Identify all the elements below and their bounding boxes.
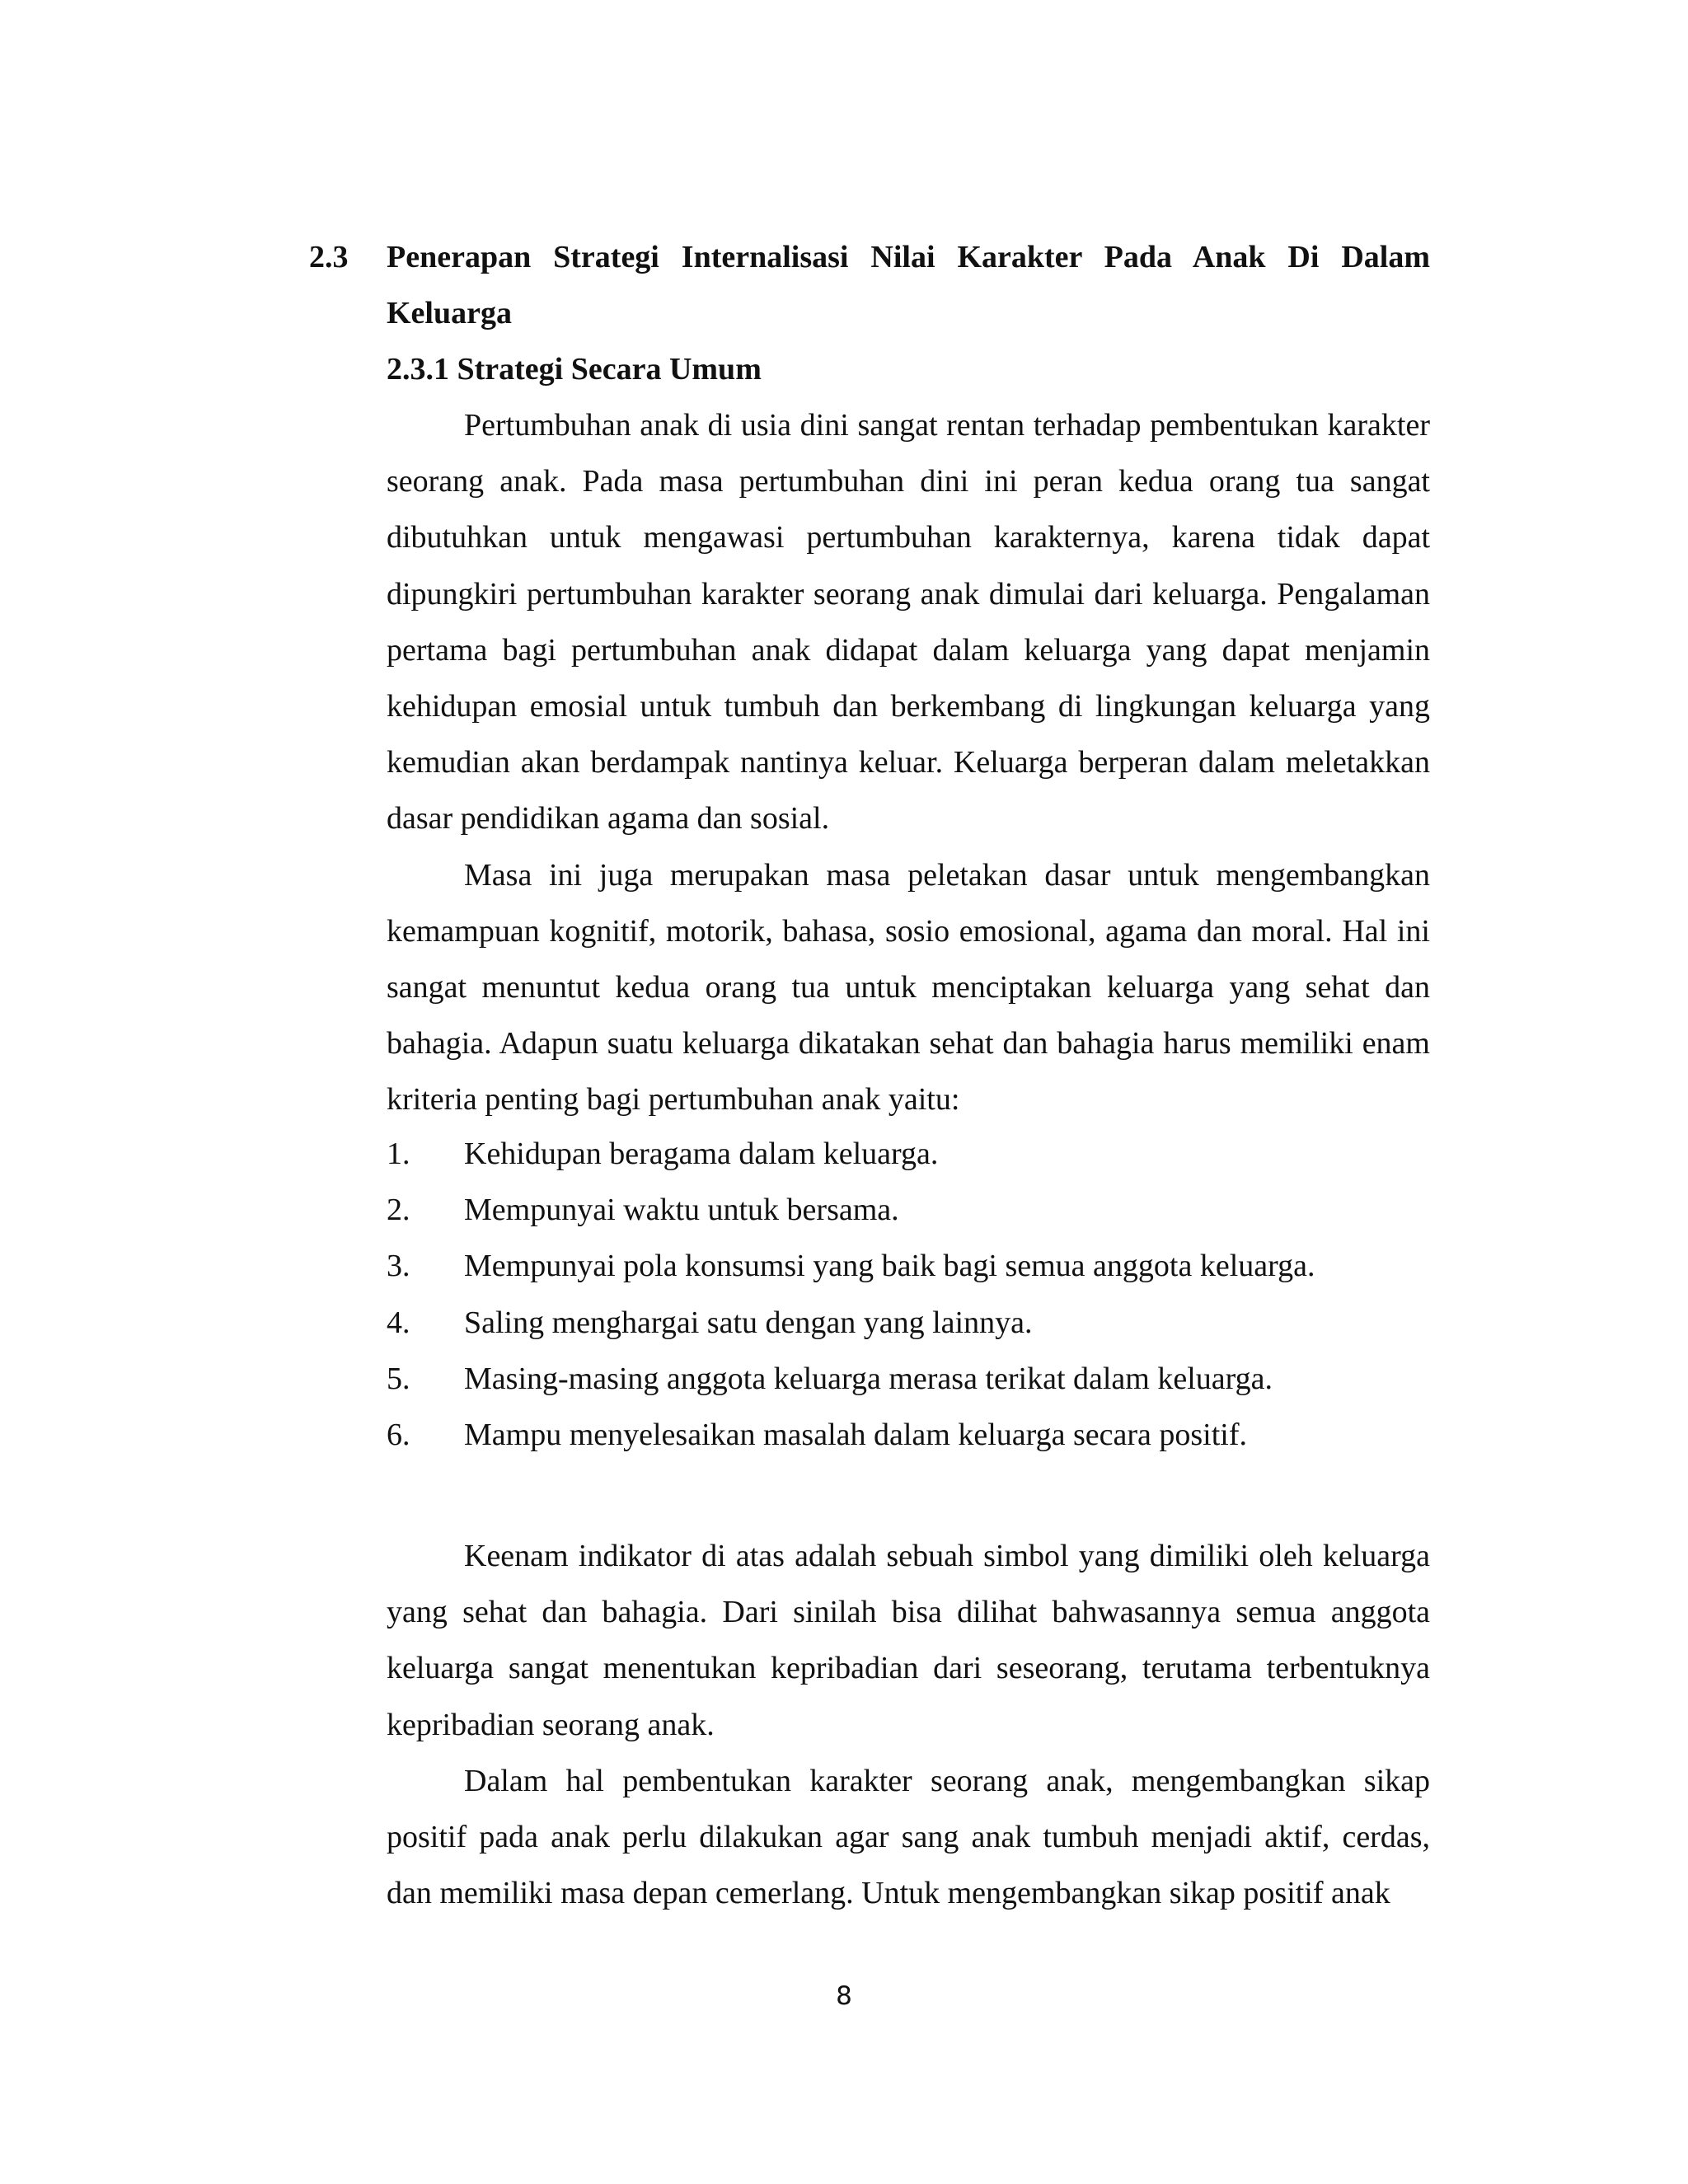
list-item-number: 4.: [387, 1305, 410, 1340]
criteria-list: [387, 1126, 1430, 1463]
list-item-text: Kehidupan beragama dalam keluarga.: [464, 1137, 939, 1171]
subsection-heading: [387, 341, 762, 397]
list-item-number: 6.: [387, 1417, 410, 1452]
body-text-bottom: [387, 1528, 1430, 1921]
list-item-text: Saling menghargai satu dengan yang lainnya.: [464, 1305, 1033, 1340]
list-item-text: Mempunyai waktu untuk bersama.: [464, 1193, 899, 1228]
section-title: Penerapan Strategi Internalisasi Nilai Karakter Pada Anak Di Dalam Keluarga: [387, 240, 1430, 330]
subsection-title: Strategi Secara Umum: [457, 352, 762, 387]
page-number: 8: [836, 1981, 852, 2011]
list-item-number: 1.: [387, 1137, 410, 1171]
list-item-number: 3.: [387, 1249, 410, 1284]
paragraph: Pertumbuhan anak di usia dini sangat rentan terhadap pembentukan karakter seorang anak. Pada masa pertumbuhan dini ini peran kedua orang tua sangat dibutuhkan untuk mengawasi pertumbuhan karakternya, karena tidak dapat dipungkiri pertumbuhan karakter seorang anak dimulai dari keluarga. Pengalaman pertama bagi pertumbuhan anak didapat dalam keluarga yang dapat menjamin kehidupan emosial untuk tumbuh dan berkembang di lingkungan keluarga yang kemudian akan berdampak nantinya keluar. Keluarga berperan dalam meletakkan dasar pendidikan agama dan sosial.: [387, 408, 1430, 837]
list-item-number: 2.: [387, 1193, 410, 1228]
list-item: [387, 1295, 1430, 1351]
list-item-text: Masing-masing anggota keluarga merasa terikat dalam keluarga.: [464, 1361, 1273, 1396]
paragraph: Keenam indikator di atas adalah sebuah simbol yang dimiliki oleh keluarga yang sehat dan bahagia. Dari sinilah bisa dilihat bahwasannya semua anggota keluarga sangat menentukan kepribadian dari seseorang, terutama terbentuknya kepribadian seorang anak.: [387, 1539, 1430, 1742]
subsection-number: 2.3.1: [387, 352, 449, 387]
list-item: [387, 1351, 1430, 1407]
paragraph: Masa ini juga merupakan masa peletakan dasar untuk mengembangkan kemampuan kognitif, motorik, bahasa, sosio emosional, agama dan moral. Hal ini sangat menuntut kedua orang tua untuk menciptakan keluarga yang sehat dan bahagia. Adapun suatu keluarga dikatakan sehat dan bahagia harus memiliki enam kriteria penting bagi pertumbuhan anak yaitu:: [387, 857, 1430, 1118]
list-item: [387, 1238, 1430, 1294]
section-number: 2.3: [309, 240, 349, 274]
list-item-text: Mampu menyelesaikan masalah dalam keluarga secara positif.: [464, 1417, 1247, 1452]
list-item: [387, 1182, 1430, 1238]
list-item-text: Mempunyai pola konsumsi yang baik bagi semua anggota keluarga.: [464, 1249, 1315, 1284]
list-item: [387, 1126, 1430, 1182]
list-item-number: 5.: [387, 1361, 410, 1396]
list-item: [387, 1407, 1430, 1463]
paragraph: Dalam hal pembentukan karakter seorang anak, mengembangkan sikap positif pada anak perlu dilakukan agar sang anak tumbuh menjadi aktif, cerdas, dan memiliki masa depan cemerlang. Untuk mengembangkan sikap positif anak: [387, 1763, 1430, 1911]
body-text-top: [387, 397, 1430, 1128]
